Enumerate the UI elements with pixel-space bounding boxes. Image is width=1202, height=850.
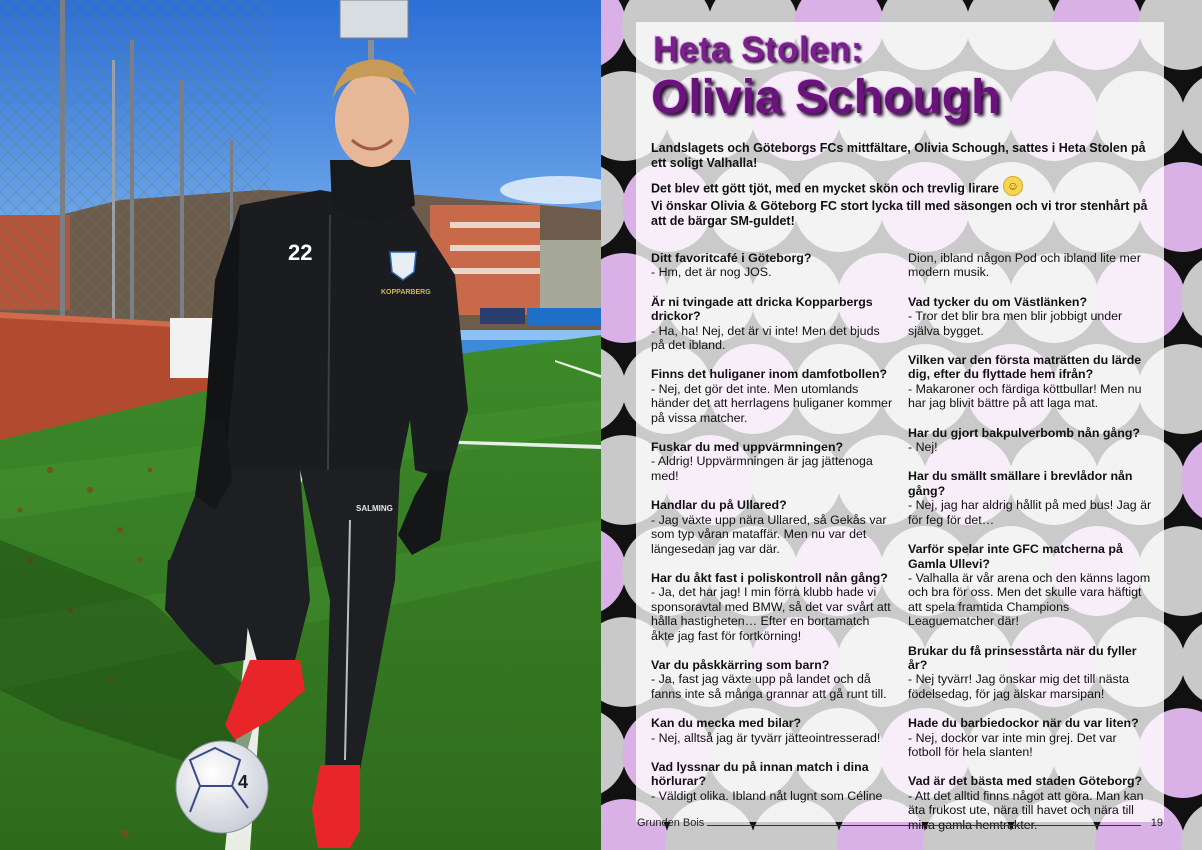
question: Fuskar du med uppvärmningen?	[651, 440, 844, 455]
polka-dot	[1181, 799, 1202, 850]
answer: - Nej, det gör det inte. Men utomlands händer det att herrlagens huliganer kommer på vissa matcher.	[651, 381, 893, 425]
answer: - Tror det blir bra men blir jobbigt under själva bygget.	[908, 309, 1123, 338]
qa-item	[651, 295, 896, 353]
question: Varför spelar inte GFC matcherna på Gamla Ullevi?	[908, 542, 1123, 571]
pants-brand: SALMING	[356, 504, 393, 513]
section-kicker: Heta Stolen:	[653, 30, 864, 69]
qa-item	[908, 644, 1153, 702]
answer: - Väldigt olika. Ibland nåt lugnt som Céline	[651, 788, 883, 803]
answer: - Hm, det är nog JOS.	[651, 265, 772, 280]
question: Ditt favoritcafé i Göteborg?	[651, 251, 812, 265]
answer: - Ja, fast jag växte upp på landet och då fanns inte så många grannar att gå runt till.	[651, 672, 887, 701]
footer-rule	[707, 825, 1141, 826]
qa-item	[908, 353, 1153, 411]
qa-item	[908, 542, 1153, 628]
qa-item	[908, 295, 1153, 338]
intro-paragraph	[651, 179, 1156, 229]
qa-item	[651, 658, 896, 701]
answer: - Aldrig! Uppvärmningen är jag jättenoga med!	[651, 454, 873, 483]
qa-item	[651, 440, 896, 483]
qa-item	[651, 251, 896, 280]
ball-number: 4	[238, 772, 249, 792]
question: Har du gjort bakpulverbomb nån gång?	[908, 425, 1140, 440]
polka-dot	[1181, 435, 1202, 525]
jersey-sponsor: KOPPARBERG	[381, 289, 431, 296]
qa-item	[651, 571, 896, 643]
question: Kan du mecka med bilar?	[651, 716, 802, 731]
question: Har du smällt smällare i brevlådor nån gång?	[908, 469, 1133, 498]
question: Brukar du få prinsesstårta när du fyller år?	[908, 643, 1137, 672]
qa-column-right	[908, 251, 1153, 847]
answer: - Nej, dockor var inte min grej. Det var fotboll för hela slanten!	[908, 730, 1117, 759]
question: Handlar du på Ullared?	[651, 498, 787, 513]
answer: - Nej tyvärr! Jag önskar mig det till nästa födelsedag, för jag älskar marsipan!	[908, 672, 1130, 701]
answer: - Nej!	[908, 440, 938, 455]
article-intro	[651, 141, 1156, 237]
publication-name: Grunden Bois	[637, 817, 705, 829]
qa-item	[651, 760, 896, 803]
answer: - Ha, ha! Nej, det är vi inte! Men det bjuds på det ibland.	[651, 323, 880, 353]
answer: - Ja, det har jag! I min förra klubb hade vi sponsoravtal med BMW, så det var svårt att hålla hastigheten… Efter en bortamatch åkte jag fast för fortkörning!	[651, 585, 891, 643]
polka-dot	[1181, 71, 1202, 161]
polka-dot	[601, 0, 626, 70]
jersey-number: 22	[288, 240, 313, 265]
answer: - Makaroner och färdiga köttbullar! Men nu har jag blivit bättre på att laga mat.	[908, 381, 1142, 411]
answer: - Nej, jag har aldrig hållit på med bus! Jag är för feg för det…	[908, 498, 1152, 527]
answer: - Jag växte upp nära Ullared, så Gekås var som typ våran mataffär. Men nu var det längesedan jag var där.	[651, 512, 887, 556]
article-title: Olivia Schough	[651, 71, 1001, 124]
qa-item	[651, 498, 896, 556]
polka-dot	[1181, 253, 1202, 343]
question: Vilken var den första maträtten du lärde dig, efter du flyttade hem ifrån?	[908, 353, 1142, 382]
answer-continuation: Dion, ibland någon Pod och ibland lite mer modern musik.	[908, 251, 1141, 280]
qa-item	[651, 367, 896, 425]
question: Är ni tvingade att dricka Kopparbergs drickor?	[651, 294, 873, 324]
answer: - Att det alltid finns något att göra. Man kan äta frukost ute, nära till havet och nära till mina gamla hemtrakter.	[908, 788, 1144, 832]
page-footer	[637, 817, 1163, 833]
answer: - Valhalla är vår arena och den känns lagom och bra för oss. Men det skulle vara häftigt att spela framtida Champions Leaguematcher där!	[908, 570, 1151, 629]
intro-line: Det blev ett gött tjöt, med en mycket skön och trevlig lirare	[651, 181, 999, 196]
question: Var du påskkärring som barn?	[651, 657, 830, 672]
qa-column-left	[651, 251, 896, 818]
question: Finns det huliganer inom damfotbollen?	[651, 367, 888, 382]
polka-dot	[1181, 617, 1202, 707]
qa-item	[651, 716, 896, 745]
qa-item	[908, 426, 1153, 455]
smiling-face-icon: ☺	[1003, 176, 1023, 196]
intro-paragraph: Landslagets och Göteborgs FCs mittfältare, Olivia Schough, sattes i Heta Stolen på ett soligt Valhalla!	[651, 141, 1146, 170]
answer: - Nej, alltså jag är tyvärr jätteointresserad!	[651, 730, 881, 745]
question: Hade du barbiedockor när du var liten?	[908, 716, 1139, 731]
qa-item	[908, 716, 1153, 759]
article-page	[601, 0, 1202, 850]
page-number: 19	[1150, 817, 1163, 829]
intro-line: Vi önskar Olivia & Göteborg FC stort lycka till med säsongen och vi tror stenhårt på att de bärgar SM-guldet!	[651, 199, 1148, 228]
question: Har du åkt fast i poliskontroll nån gång?	[651, 570, 888, 585]
qa-item	[908, 469, 1153, 527]
question: Vad är det bästa med staden Göteborg?	[908, 774, 1143, 789]
question: Vad lyssnar du på innan match i dina hörlurar?	[651, 759, 869, 789]
question: Vad tycker du om Västlänken?	[908, 294, 1088, 309]
